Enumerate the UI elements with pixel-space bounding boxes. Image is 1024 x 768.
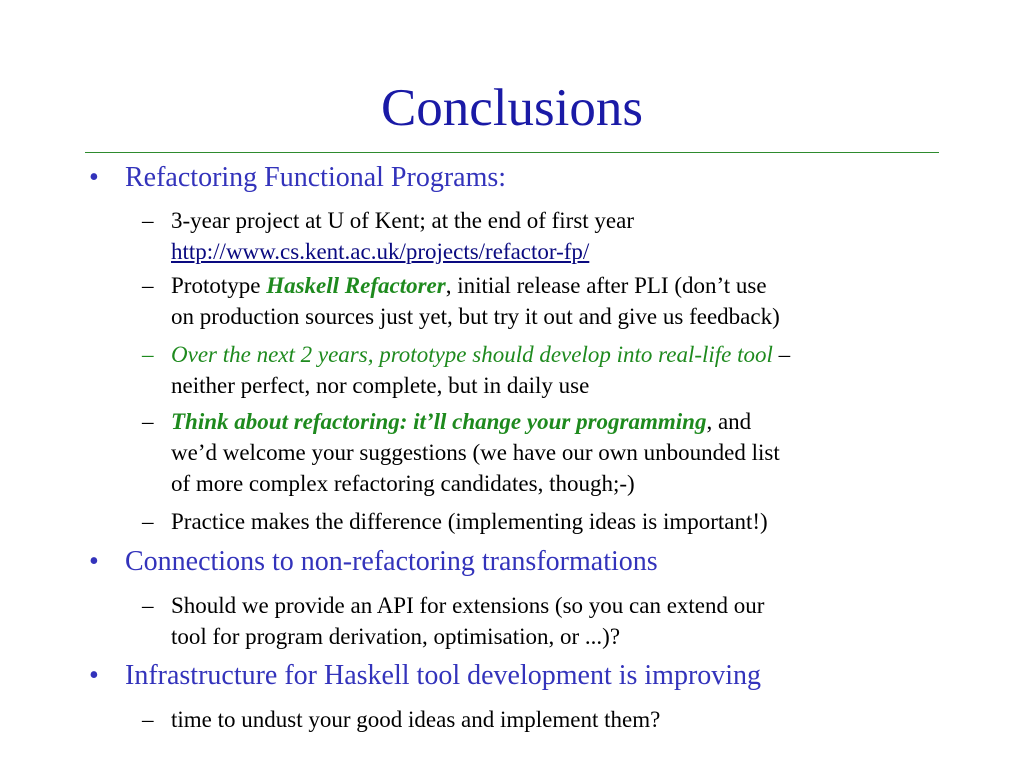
haskell-refactorer-emphasis: Haskell Refactorer (266, 273, 446, 298)
subitem-practice (142, 506, 941, 537)
dash-glyph: – (142, 342, 154, 367)
subitem-line: time to undust your good ideas and implement them? (171, 707, 661, 732)
subitem-line: we’d welcome your suggestions (we have our own unbounded list (171, 440, 780, 465)
subitem-text-post: , initial release after PLI (don’t use (445, 273, 767, 298)
subitem-line: Should we provide an API for extensions (so you can extend our (171, 593, 765, 618)
next-years-emphasis: Over the next 2 years, prototype should develop into real-life tool (171, 342, 773, 367)
subitem-project (142, 205, 941, 267)
dash-glyph: – (142, 273, 154, 298)
subitem-text-post: – (772, 342, 791, 367)
dash-glyph: – (142, 208, 154, 233)
subitem-line: neither perfect, nor complete, but in daily use (171, 373, 590, 398)
bullet-glyph: • (89, 546, 99, 577)
subitem-prototype (142, 270, 941, 332)
subitem-think-about (142, 406, 941, 499)
subitem-api (142, 590, 941, 652)
bullet-infrastructure (89, 660, 762, 692)
bullet-text: Infrastructure for Haskell tool development is improving (125, 660, 762, 691)
bullet-connections (89, 546, 658, 578)
dash-glyph: – (142, 707, 154, 732)
subitem-text-pre: Prototype (171, 273, 267, 298)
subitem-line: of more complex refactoring candidates, though;-) (171, 471, 635, 496)
dash-glyph: – (142, 509, 154, 534)
subitem-line: Practice makes the difference (implementing ideas is important!) (171, 509, 768, 534)
subitem-line: tool for program derivation, optimisation, or ...)? (171, 624, 621, 649)
title-divider (85, 152, 939, 153)
think-refactoring-emphasis: Think about refactoring: it’ll change your programming (171, 409, 707, 434)
dash-glyph: – (142, 593, 154, 618)
subitem-undust (142, 704, 941, 735)
bullet-glyph: • (89, 660, 99, 691)
bullet-refactoring (89, 162, 507, 194)
slide-title: Conclusions (380, 79, 644, 137)
bullet-text: Connections to non-refactoring transformations (125, 546, 658, 577)
bullet-glyph: • (89, 162, 99, 193)
bullet-text: Refactoring Functional Programs: (125, 162, 507, 193)
subitem-next-years (142, 339, 941, 401)
subitem-line: 3-year project at U of Kent; at the end of first year (171, 208, 634, 233)
subitem-text-post: , and (706, 409, 752, 434)
project-url-link[interactable]: http://www.cs.kent.ac.uk/projects/refactor-fp/ (171, 239, 590, 264)
dash-glyph: – (142, 409, 154, 434)
subitem-line: on production sources just yet, but try it out and give us feedback) (171, 304, 780, 329)
